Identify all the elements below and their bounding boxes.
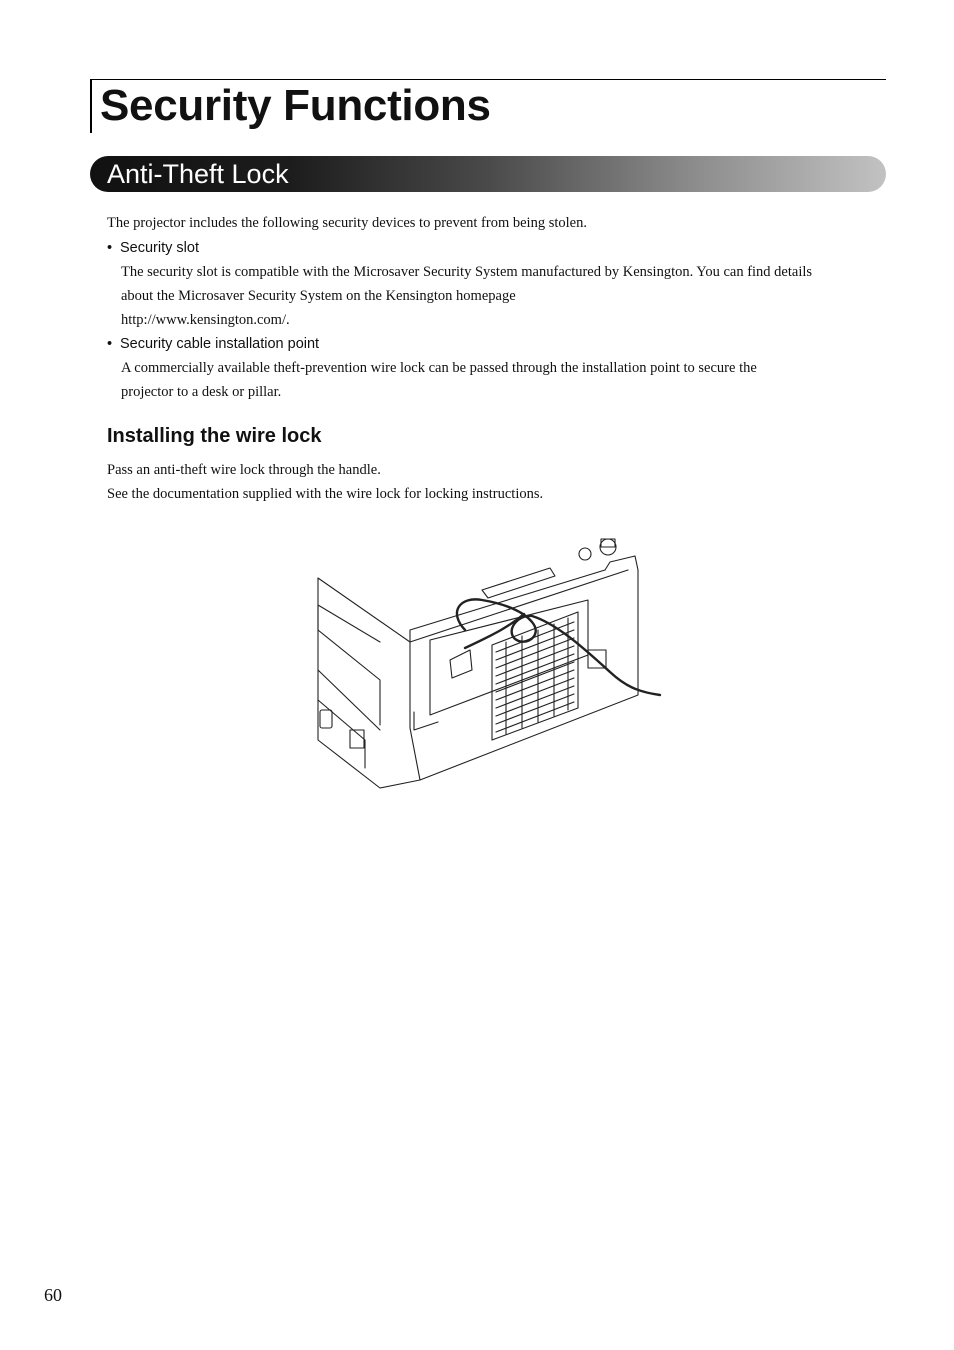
- bullet-item-cable-point: [107, 332, 319, 356]
- wire-lock-illustration: [310, 530, 670, 795]
- bullet-body-line: The security slot is compatible with the Microsaver Security System manufactured by Kensington. You can find details: [121, 264, 813, 280]
- bullet-icon: •: [107, 336, 113, 352]
- section-banner: [90, 156, 886, 192]
- bullet-body-line: projector to a desk or pillar.: [121, 384, 282, 400]
- subsection-title: Installing the wire lock: [107, 425, 322, 447]
- section-title: Anti-Theft Lock: [107, 159, 289, 189]
- page-header: [90, 79, 886, 133]
- bullet-item-security-slot: [107, 236, 199, 260]
- page-title: Security Functions: [100, 81, 491, 130]
- instruction-line: Pass an anti-theft wire lock through the handle.: [107, 462, 381, 478]
- header-rule-left: [90, 79, 92, 133]
- bullet-icon: •: [107, 240, 113, 256]
- bullet-label: Security cable installation point: [120, 336, 320, 352]
- page-number: 60: [44, 1285, 62, 1305]
- bullet-body-line: about the Microsaver Security System on the Kensington homepage: [121, 288, 516, 304]
- bullet-label: Security slot: [120, 240, 199, 256]
- instruction-line: See the documentation supplied with the wire lock for locking instructions.: [107, 486, 544, 502]
- kensington-url: http://www.kensington.com/.: [121, 312, 290, 328]
- intro-text: The projector includes the following security devices to prevent from being stolen.: [107, 215, 587, 231]
- header-rule-top: [90, 79, 886, 80]
- bullet-body-line: A commercially available theft-prevention wire lock can be passed through the installation point to secure the: [121, 360, 757, 376]
